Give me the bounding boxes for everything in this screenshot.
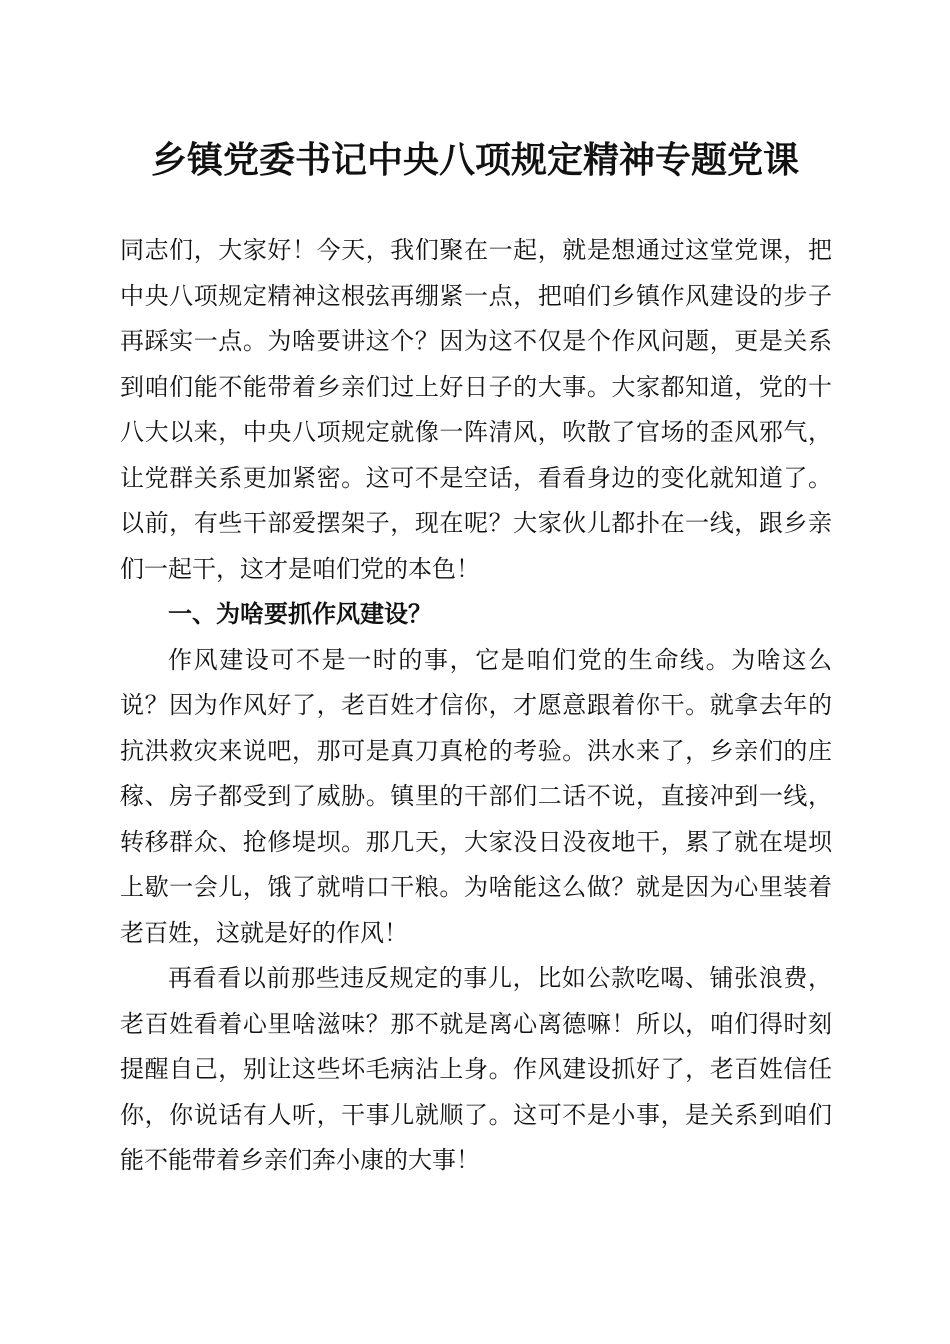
intro-paragraph: 同志们，大家好！今天，我们聚在一起，就是想通过这堂党课，把中央八项规定精神这根弦再绷紧一点，把咱们乡镇作风建设的步子再踩实一点。为啥要讲这个？因为这不仅是个作风问题，更是关系到咱们能不能带着乡亲们过上好日子的大事。大家都知道，党的十八大以来，中央八项规定就像一阵清风，吹散了官场的歪风邪气，让党群关系更加紧密。这可不是空话，看看身边的变化就知道了。以前，有些干部爱摆架子，现在呢？大家伙儿都扑在一线，跟乡亲们一起干，这才是咱们党的本色！ <box>120 236 832 583</box>
body-paragraph-1: 作风建设可不是一时的事，它是咱们党的生命线。为啥这么说？因为作风好了，老百姓才信你，才愿意跟着你干。就拿去年的抗洪救灾来说吧，那可是真刀真枪的考验。洪水来了，乡亲们的庄稼、房子都受到了威胁。镇里的干部们二话不说，直接冲到一线，转移群众、抢修堤坝。那几天，大家没日没夜地干，累了就在堤坝上歇一会儿，饿了就啃口干粮。为啥能这么做？就是因为心里装着老百姓，这就是好的作风！ <box>120 645 832 947</box>
body-paragraph-2: 再看看以前那些违反规定的事儿，比如公款吃喝、铺张浪费，老百姓看着心里啥滋味？那不就是离心离德嘛！所以，咱们得时刻提醒自己，别让这些坏毛病沾上身。作风建设抓好了，老百姓信任你，你说话有人听，干事儿就顺了。这可不是小事，是关系到咱们能不能带着乡亲们奔小康的大事！ <box>120 964 832 1174</box>
document-body <box>120 228 832 1184</box>
section-heading-1: 一、为啥要抓作风建设？ <box>168 600 432 628</box>
document-title: 乡镇党委书记中央八项规定精神专题党课 <box>150 139 799 181</box>
